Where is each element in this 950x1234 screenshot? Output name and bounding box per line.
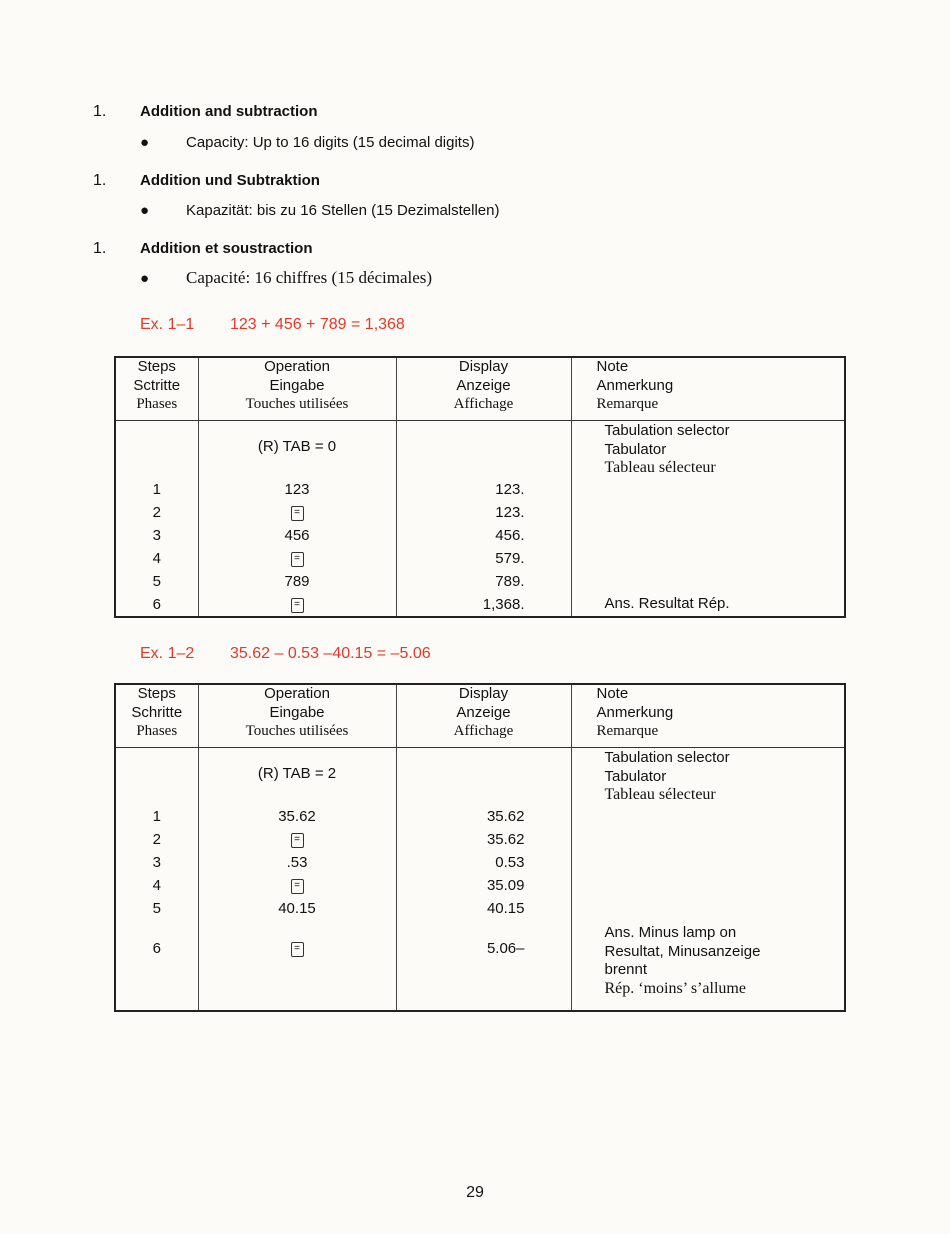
section-number: 1. (93, 240, 107, 257)
operation-header: Operation Eingabe Touches utilisées (198, 684, 396, 748)
tab-note: Tabulation selector Tabulator Tableau sélecteur (604, 749, 730, 803)
steps-header: Steps Schritte Phases (115, 684, 198, 748)
page-number: 29 (466, 1184, 484, 1201)
capacity-en: Capacity: Up to 16 digits (15 decimal digits) (186, 134, 475, 151)
step-numbers: 1 2 3 4 5 6 (152, 481, 161, 613)
equals-key-icon: = (291, 942, 304, 957)
section-number: 1. (93, 103, 107, 120)
equals-key-icon: = (291, 552, 304, 567)
example-1-table (114, 356, 846, 618)
operation-list: 35.62 = .53 = 40.15 = (199, 805, 396, 960)
display-values: 35.62 35.62 0.53 35.09 40.15 5.06– (486, 808, 525, 957)
bullet-icon: ● (140, 134, 150, 151)
equals-key-icon: = (291, 879, 304, 894)
section-title-fr: Addition et soustraction (140, 240, 313, 257)
section-number: 1. (93, 172, 107, 189)
display-header: Display Anzeige Affichage (396, 357, 571, 421)
example-equation: 35.62 – 0.53 –40.15 = –5.06 (230, 645, 431, 662)
example-2-table (114, 683, 846, 1012)
display-header: Display Anzeige Affichage (396, 684, 571, 748)
answer-note: Ans. Resultat Rép. (604, 595, 730, 612)
example-equation: 123 + 456 + 789 = 1,368 (230, 316, 405, 333)
note-header: Note Anmerkung Remarque (571, 357, 845, 421)
equals-key-icon: = (291, 598, 304, 613)
answer-note: Ans. Minus lamp on Resultat, Minusanzeige brennt Rép. ‘moins’ s’allume (604, 924, 761, 997)
capacity-de: Kapazität: bis zu 16 Stellen (15 Dezimalstellen) (186, 202, 500, 219)
bullet-icon: ● (140, 270, 150, 287)
bullet-icon: ● (140, 202, 150, 219)
step-numbers: 1 2 3 4 5 6 (152, 808, 161, 957)
setup-operation: (R) TAB = 0 (257, 438, 337, 455)
operation-list: 123 = 456 = 789 = (199, 478, 396, 616)
example-label: Ex. 1–1 (140, 316, 195, 333)
note-header: Note Anmerkung Remarque (571, 684, 845, 748)
section-title-en: Addition and subtraction (140, 103, 318, 120)
operation-header: Operation Eingabe Touches utilisées (198, 357, 396, 421)
equals-key-icon: = (291, 506, 304, 521)
section-title-de: Addition und Subtraktion (140, 172, 320, 189)
display-values: 123. 123. 456. 579. 789. 1,368. (482, 481, 525, 613)
setup-operation: (R) TAB = 2 (257, 765, 337, 782)
equals-key-icon: = (291, 833, 304, 848)
example-label: Ex. 1–2 (140, 645, 195, 662)
capacity-fr: Capacité: 16 chiffres (15 décimales) (186, 268, 433, 287)
tab-note: Tabulation selector Tabulator Tableau sélecteur (604, 422, 730, 476)
steps-header: Steps Sctritte Phases (115, 357, 198, 421)
